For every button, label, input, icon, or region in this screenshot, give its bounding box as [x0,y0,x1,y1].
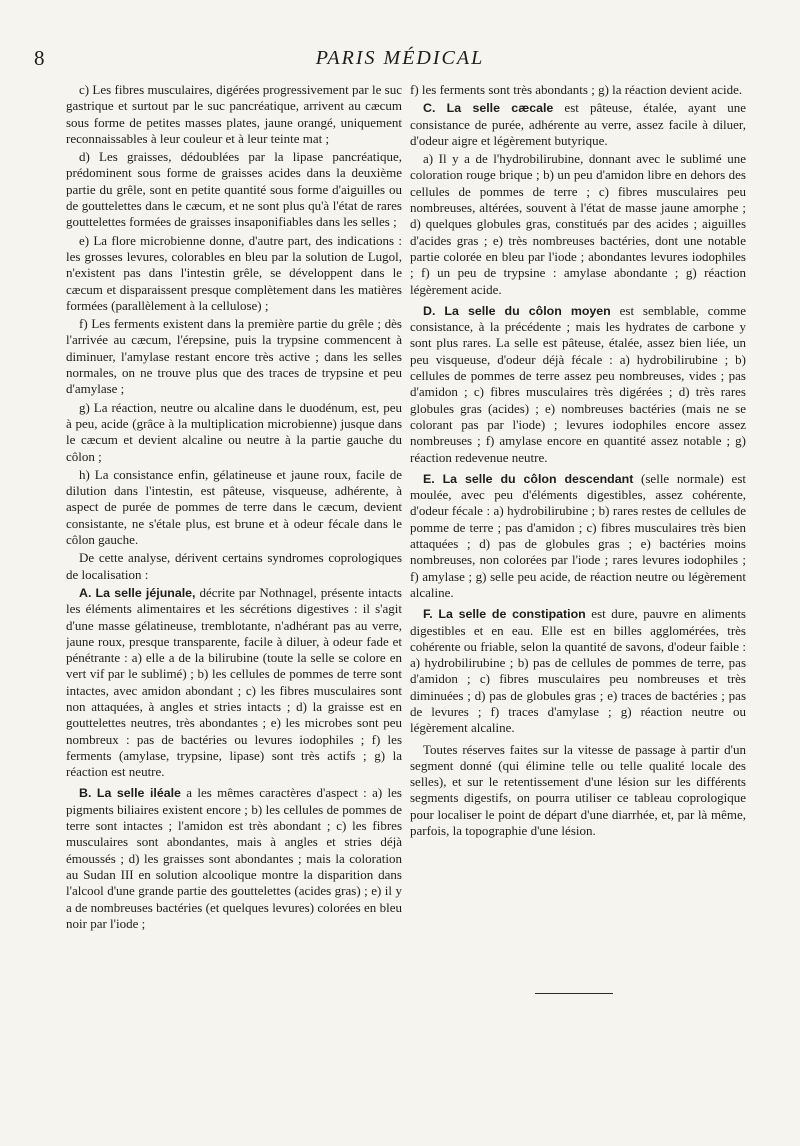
paragraph-continuation: f) les ferments sont très abondants ; g) la réaction devient acide. [410,82,743,97]
paragraph-consistance: h) La consistance enfin, gélatineuse et jaune roux, facile de dilution dans l'intestin, est pâteuse, visqueuse, adhérente, à aspect de purée de pommes de terre dans le cæcum, devient consistante, ne s'étale plus, est brune et à odeur fécale dans le côlon gauche. [66,466,402,548]
section-e-body: (selle normale) est moulée, avec peu d'éléments digestibles, assez cohérente, d'odeur fécale : a) hydrobilirubine ; b) rares restes de cellules de pomme de terre ; pas d'amidon ; c) fibres musculaires très bien attaquées ; d) pas de globules gras ; e) bactéries moins nombreuses, non colorées par l'iode ; rares levures iodophiles ; f) amylase ; g) selle peu acide, de réaction neutre ou légèrement alcaline. [410,470,746,600]
section-d-heading: D. La selle du côlon moyen [423,303,611,318]
section-b-selle-ileale [66,785,402,932]
section-c-detail: a) Il y a de l'hydrobilirubine, donnant avec le sublimé une coloration rouge brique ; b) un peu d'amidon libre en dehors des cellules de pommes de terre ; c) fibres musculaires peu nombreuses, altérées, souvent à l'état de masse jaune amorphe ; d) quelques globules gras, constitués par des acides ; aiguilles d'acides gras ; e) très nombreuses bactéries, dont une notable partie colorée en bleu par l'iode ; abondantes levures iodophiles ; f) un peu de trypsine : amylase abondante ; g) réaction légèrement acide. [410,151,746,297]
paragraph-analyse: De cette analyse, dérivent certains syndromes coprologiques de localisation : [66,550,402,582]
section-a-selle-jejunale [66,585,402,781]
paragraph-flore-microbienne: e) La flore microbienne donne, d'autre part, des indications : les grosses levures, colorables en bleu par la solution de Lugol, n'existent pas dans l'intestin grêle, se développent dans le cæcum et disparaissent presque complètement dans les matières formées (parallèlement à la cellulose) ; [66,232,402,313]
section-b-heading: B. La selle iléale [79,786,181,801]
page-number: 8 [34,46,45,70]
section-f-heading: F. La selle de constipation [423,607,586,622]
paragraph-ferments: f) Les ferments existent dans la première partie du grêle ; dès l'arrivée au cæcum, l'érepsine, puis la trypsine commencent à diminuer, l'amylase restant encore très active ; dans les selles normales, on ne trouve plus que des traces de trypsine et peu d'amylase ; [66,316,402,397]
section-b-body: a les mêmes caractères d'aspect : a) les pigments biliaires existent encore ; b) les cellules de pommes de terre sont intactes ; l'amidon est très abondant ; c) les fibres musculaires sont abondantes, mais à angles et stries déjà émoussés ; d) les graisses sont abondantes ; mais la coloration au Sudan III en solution alcoolique montre la disparition dans l'alcool d'une grande partie des gouttelettes (acides gras) ; e) il y a de nombreuses bactéries (et quelques levures) colorées en bleu noir par l'iode ; [66,785,402,931]
section-d-body: est semblable, comme consistance, à la précédente ; mais les hydrates de carbone y sont plus rares. La selle est pâteuse, étalée, assez bien liée, un peu visqueuse, d'odeur déjà fécale : a) hydrobilirubine ; b) cellules de pommes de terre assez peu nombreuses, vides ; pas d'amidon ; c) fibres musculaires très digérées ; d) très rares globules gras (acides) ; e) nombreuses bactéries (mais ne se colorant pas par l'iode) ; levures iodophiles encore assez nombreuses ; f) amylase encore en quantité assez notable ; g) réaction redevenue neutre. [410,302,746,465]
right-column [410,82,746,1122]
paragraph-reaction: g) La réaction, neutre ou alcaline dans le duodénum, est, peu à peu, acide (grâce à la multiplication microbienne) jusque dans le cæcum et devient alcaline ou neutre à la partie gauche du côlon ; [66,399,402,464]
section-f-constipation [410,606,746,736]
section-e-heading: E. La selle du côlon descendant [423,471,634,486]
end-divider [535,993,613,994]
left-column [66,82,402,1122]
section-e-colon-descendant [410,471,746,601]
paragraph-conclusion: Toutes réserves faites sur la vitesse de passage à partir d'un segment donné (qui élimine telle ou telle qualité locale des selles), et sur le retentissement d'une lésion sur les différents segments digestifs, on pourra utiliser ce tableau coprologique pour localiser le point de départ d'une diarrhée, et, par là même, parfois, la topographie d'une lésion. [410,741,746,839]
paragraph-graisses: d) Les graisses, dédoublées par la lipase pancréatique, prédominent sous forme de graisses acides dans la deuxième partie du grêle, sont en petite quantité sous forme d'aiguilles ou de gouttelettes dans le cæcum, et ne sont plus qu'à l'état de rares gouttelettes formées de graisses insaponifiables dans les selles ; [66,149,402,230]
section-a-heading: A. La selle jéjunale, [79,585,196,600]
section-c-selle-caecale [410,100,746,149]
journal-title: PARIS MÉDICAL [315,47,485,69]
section-a-body: décrite par Nothnagel, présente intacts les éléments alimentaires et les sécrétions digestives : il s'agit d'une masse gélatineuse, tremblotante, n'adhérant pas au verre, jaune roux, presque transparente, facile à diluer, à odeur fade et pénétrante : a) elle a de la bilirubine (toute la selle se colore en vert vif par le sublimé) ; b) les cellules de pommes de terre sont intactes, avec amidon abondant ; c) les fibres musculaires sont non attaquées, à angles et stries intacts ; d) la graisse est en gouttelettes neutres, très abondantes ; e) les microbes sont peu nombreux : pas de bactéries ou levures iodophiles ; f) les ferments (amylase, trypsine, lipase) sont très actifs ; g) la réaction est neutre. [66,584,402,780]
section-c-body: est pâteuse, étalée, ayant une consistance de purée, adhérente au verre, assez facile à diluer, d'odeur aigre et légèrement butyrique. [410,100,746,148]
paragraph-fibres-musculaires: c) Les fibres musculaires, digérées progressivement par le suc gastrique et surtout par le suc pancréatique, arrivent au cæcum sous forme de petites masses plates, jaune orangé, uniquement reconnaissables à leur couleur et à leur teinte mat ; [66,82,402,146]
section-d-colon-moyen [410,303,746,466]
page-header [34,44,766,74]
section-f-body: est dure, pauvre en aliments digestibles et en eau. Elle est en billes agglomérées, très cohérente ou friable, selon la quantité de savons, d'odeur faible : a) hydrobilirubine ; b) pas de cellules de pommes de terre, pas d'amidon ; c) fibres musculaires peu nombreuses et très diminuées ; d) pas de globules gras ; e) traces de bactéries ; pas de levures ; f) traces d'amylase ; g) réaction neutre ou légèrement alcaline. [410,606,746,736]
section-c-heading: C. La selle cæcale [423,101,554,116]
